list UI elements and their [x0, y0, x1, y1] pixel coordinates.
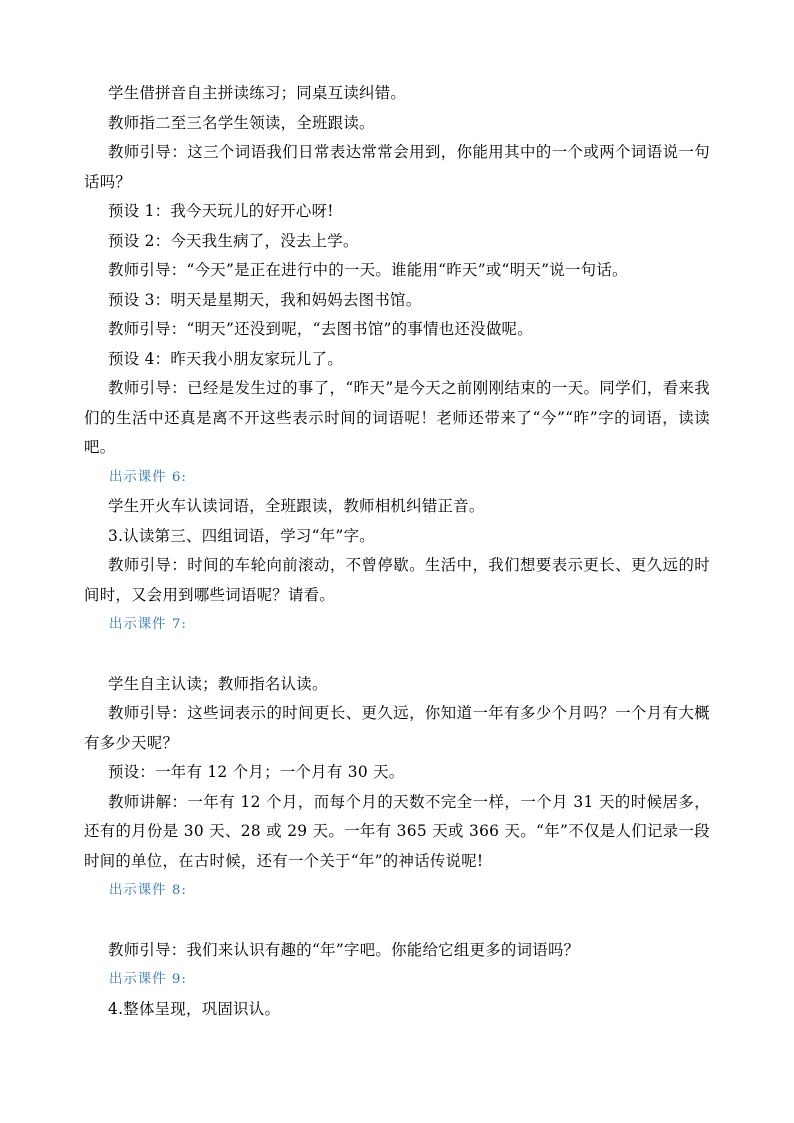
paragraph: 预设 4：昨天我小朋友家玩儿了。 [108, 349, 343, 368]
section-heading: 4.整体呈现，巩固识认。 [108, 999, 281, 1018]
section-heading: 3.认读第三、四组词语，学习“年”字。 [108, 526, 375, 545]
courseware-label-8: 出示课件 8: [109, 883, 187, 898]
paragraph: 教师指二至三名学生领读，全班跟读。 [108, 113, 375, 132]
paragraph: 教师引导：“今天”是正在进行中的一天。谁能用“昨天”或“明天”说一句话。 [108, 261, 628, 279]
paragraph: 预设：一年有 12 个月；一个月有 30 天。 [108, 763, 405, 781]
paragraph: 预设 1：我今天玩儿的好开心呀! [108, 202, 334, 220]
paragraph: 学生借拼音自主拼读练习；同桌互读纠错。 [108, 84, 407, 102]
paragraph: 教师讲解：一年有 12 个月，而每个月的天数不完全一样，一个月 31 天的时候居多，还有的月份是 30 天、28 或 29 天。一年有 365 天或 366 天。“年”不仅是人们记录一段时间的单位，在古时候，还有一个关于“年”的神话传说呢! [84, 792, 710, 870]
courseware-placeholder [84, 906, 710, 936]
paragraph: 教师引导：时间的车轮向前滚动，不曾停歇。生活中，我们想要表示更长、更久远的时间时，又会用到哪些词语呢？请看。 [84, 556, 710, 604]
courseware-label-6: 出示课件 6: [109, 469, 187, 485]
paragraph: 学生开火车认读词语，全班跟读，教师相机纠错正音。 [108, 497, 485, 515]
paragraph: 预设 2：今天我生病了，没去上学。 [108, 231, 359, 250]
paragraph: 教师引导：我们来认识有趣的“年”字吧。你能给它组更多的词语吗？ [108, 940, 580, 959]
courseware-label-9: 出示课件 9: [109, 972, 187, 987]
courseware-label-7: 出示课件 7: [109, 617, 187, 632]
paragraph: 教师引导：“明天”还没到呢，“去图书馆”的事情也还没做呢。 [108, 320, 533, 338]
paragraph: 预设 3：明天是星期天，我和妈妈去图书馆。 [108, 290, 422, 309]
paragraph: 教师引导：这三个词语我们日常表达常常会用到，你能用其中的一个或两个词语说一句话吗？ [84, 143, 710, 191]
courseware-placeholder [84, 640, 710, 670]
paragraph: 教师引导：已经是发生过的事了，“昨天”是今天之前刚刚结束的一天。同学们，看来我们的生活中还真是离不开这些表示时间的词语呢！老师还带来了“今”“昨”字的词语，读读吧。 [84, 379, 710, 456]
paragraph: 学生自主认读；教师指名认读。 [108, 674, 328, 693]
paragraph: 教师引导：这些词表示的时间更长、更久远，你知道一年有多少个月吗？一个月有大概有多少天呢？ [84, 704, 710, 752]
